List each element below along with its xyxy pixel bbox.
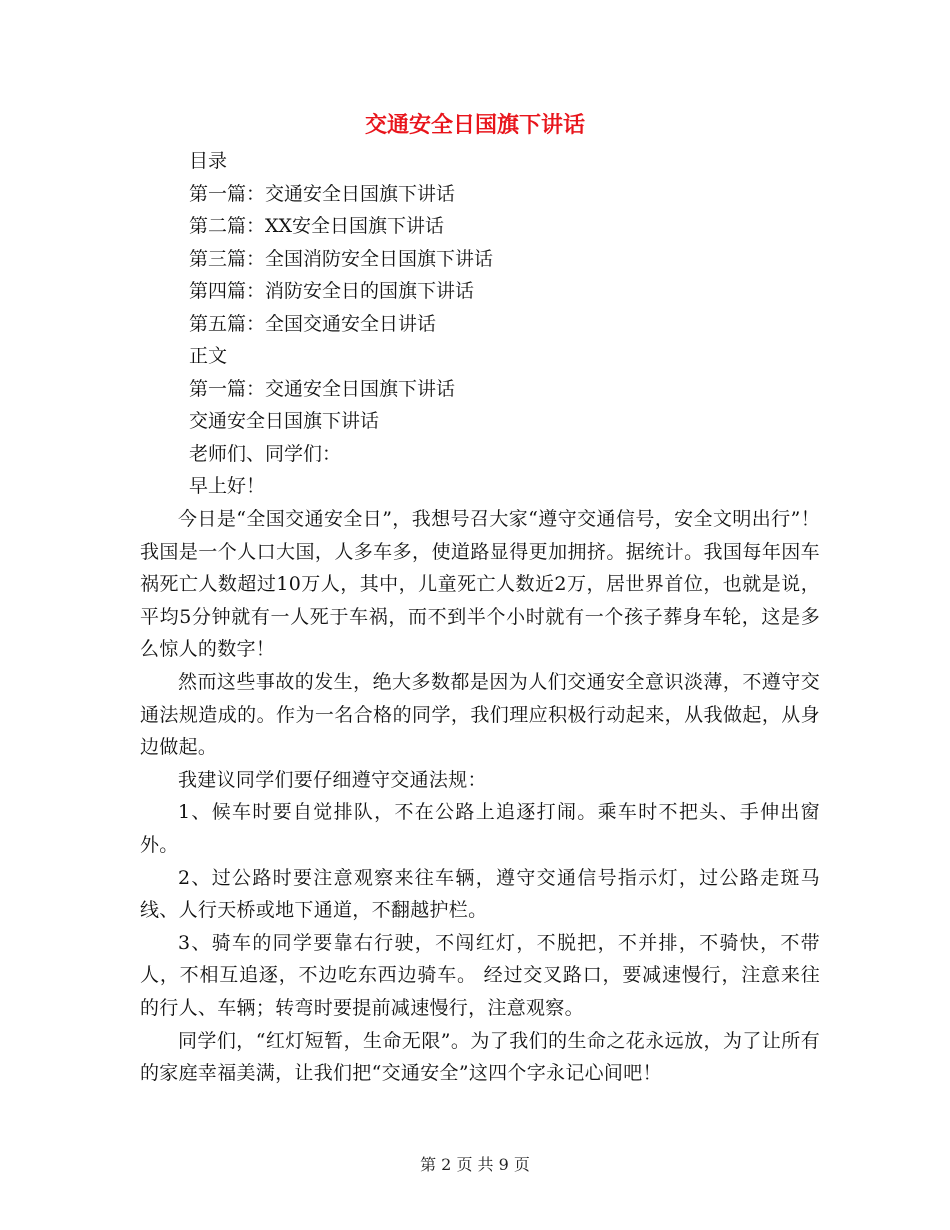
body-paragraph: 今日是“全国交通安全日”，我想号召大家“遵守交通信号，安全文明出行”！ 我国是一个人口大国，人多车多，使道路显得更加拥挤。据统计。我国每年因车祸死亡人数超过10万人，其中，儿童死亡人数近2万，居世界首位，也就是说，平均5分钟就有一人死于车祸，而不到半个小时就有一个孩子葬身车轮，这是多么惊人的数字！ bbox=[140, 508, 820, 661]
body-paragraph: 我建议同学们要仔细遵守交通法规： bbox=[178, 768, 487, 791]
toc-line: 第四篇：消防安全日的国旗下讲话 bbox=[189, 280, 475, 302]
body-paragraph: 3、骑车的同学要靠右行驶，不闯红灯，不脱把，不并排，不骑快，不带人，不相互追逐，不边吃东西边骑车。 经过交叉路口，要减速慢行，注意来往的行人、车辆；转弯时要提前减速慢行，注意观察。 bbox=[140, 931, 820, 1019]
body-paragraph: 同学们，“红灯短暂，生命无限”。为了我们的生命之花永远放，为了让所有的家庭幸福美满，让我们把“交通安全”这四个字永记心间吧！ bbox=[140, 1029, 820, 1085]
toc-line: 老师们、同学们： bbox=[189, 442, 342, 465]
body-paragraph: 然而这些事故的发生，绝大多数都是因为人们交通安全意识淡薄，不遵守交通法规造成的。作为一名合格的同学，我们理应积极行动起来，从我做起，从身边做起。 bbox=[140, 670, 820, 759]
table-of-contents bbox=[189, 145, 493, 503]
body-paragraph: 2、过公路时要注意观察来往车辆，遵守交通信号指示灯，过公路走斑马线、人行天桥或地下通道，不翻越护栏。 bbox=[140, 866, 820, 922]
toc-line: 第一篇：交通安全日国旗下讲话 bbox=[189, 377, 456, 400]
toc-line: 第三篇：全国消防安全日国旗下讲话 bbox=[189, 247, 494, 270]
page-number-footer: 第 2 页 共 9 页 bbox=[420, 1155, 530, 1174]
toc-line: 第二篇：XX安全日国旗下讲话 bbox=[189, 215, 445, 237]
toc-line: 交通安全日国旗下讲话 bbox=[189, 410, 380, 432]
toc-line: 早上好！ bbox=[189, 475, 266, 497]
toc-line: 正文 bbox=[189, 345, 228, 367]
toc-line: 第一篇：交通安全日国旗下讲话 bbox=[189, 182, 456, 205]
toc-line: 目录 bbox=[189, 150, 228, 172]
speech-body bbox=[140, 503, 820, 1090]
body-paragraph: 1、候车时要自觉排队，不在公路上追逐打闹。乘车时不把头、手伸出窗外。 bbox=[140, 801, 820, 856]
document-title: 交通安全日国旗下讲话 bbox=[364, 112, 585, 138]
toc-line: 第五篇：全国交通安全日讲话 bbox=[189, 312, 437, 335]
